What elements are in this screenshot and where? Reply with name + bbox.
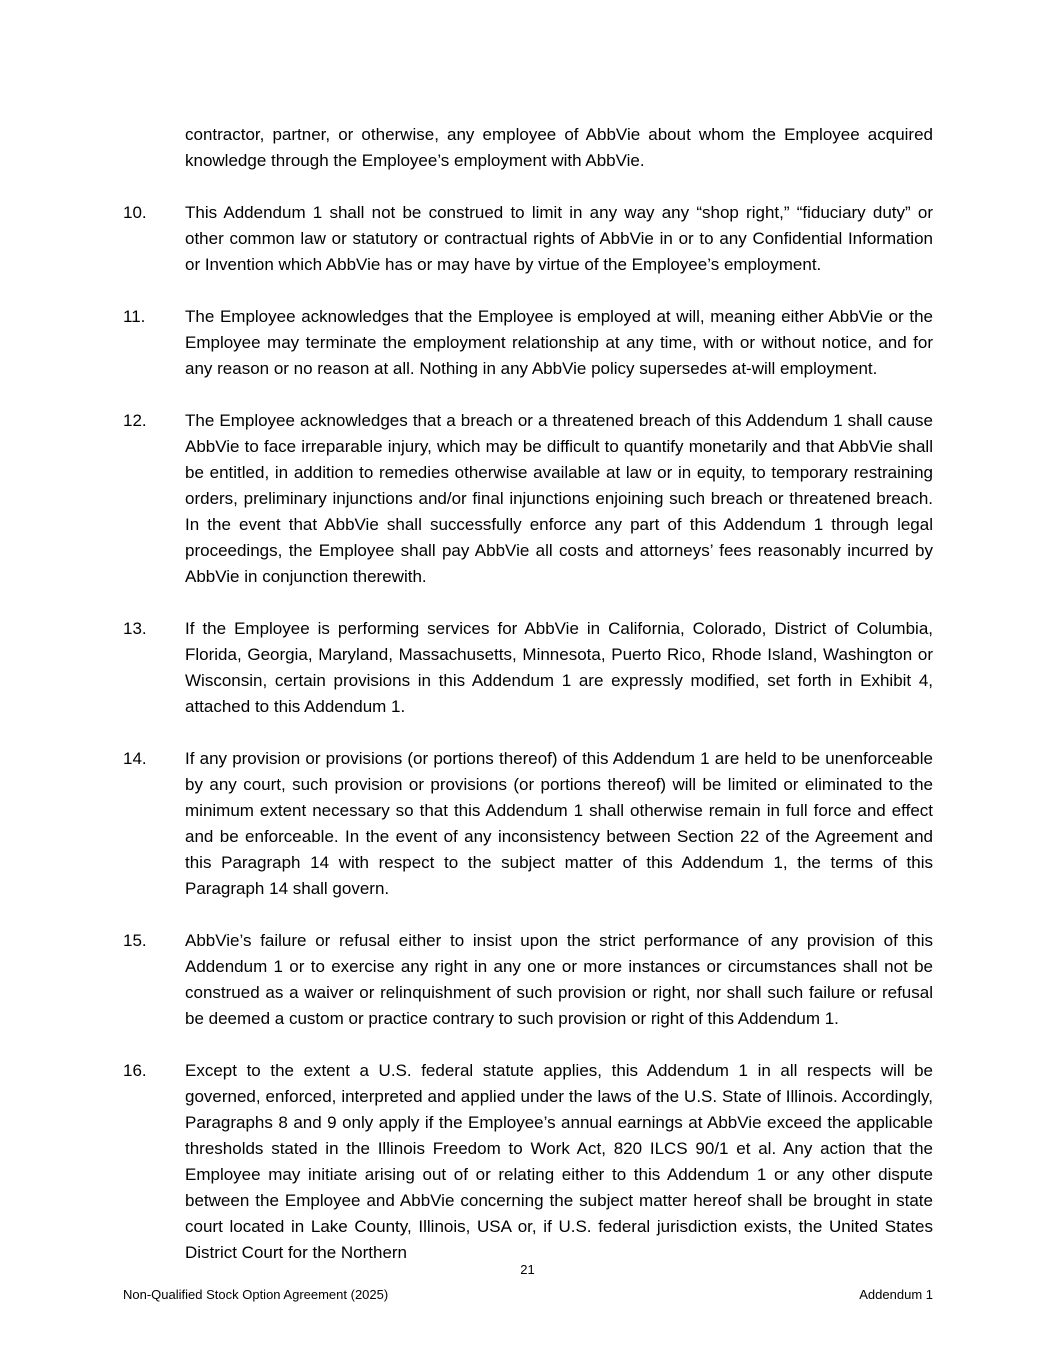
numbered-paragraph-10 <box>123 200 933 278</box>
paragraph-text: Except to the extent a U.S. federal statute applies, this Addendum 1 in all respects will be governed, enforced, interpreted and applied under the laws of the U.S. State of Illinois. Accordingly, Paragraphs 8 and 9 only apply if the Employee’s annual earnings at AbbVie exceed the applicable thresholds stated in the Illinois Freedom to Work Act, 820 ILCS 90/1 et al. Any action that the Employee may initiate arising out of or relating either to this Addendum 1 or any other dispute between the Employee and AbbVie concerning the subject matter hereof shall be brought in state court located in Lake County, Illinois, USA or, if U.S. federal jurisdiction exists, the United States District Court for the Northern <box>185 1061 933 1262</box>
paragraph-text: The Employee acknowledges that the Employee is employed at will, meaning either AbbVie or the Employee may terminate the employment relationship at any time, with or without notice, and for any reason or no reason at all. Nothing in any AbbVie policy supersedes at-will employment. <box>185 307 933 378</box>
paragraph-text: If any provision or provisions (or portions thereof) of this Addendum 1 are held to be unenforceable by any court, such provision or provisions (or portions thereof) will be limited or eliminated to the minimum extent necessary so that this Addendum 1 shall otherwise remain in full force and effect and be enforceable. In the event of any inconsistency between Section 22 of the Agreement and this Paragraph 14 with respect to the subject matter of this Addendum 1, the terms of this Paragraph 14 shall govern. <box>185 749 933 898</box>
paragraph-number: 16. <box>123 1061 147 1080</box>
footer-addendum-label: Addendum 1 <box>859 1287 933 1302</box>
paragraph-number: 11. <box>123 307 146 326</box>
paragraph-continuation: contractor, partner, or otherwise, any employee of AbbVie about whom the Employee acquired knowledge through the Employee’s employment with AbbVie. <box>185 125 933 170</box>
paragraph-text: If the Employee is performing services for AbbVie in California, Colorado, District of Columbia, Florida, Georgia, Maryland, Massachusetts, Minnesota, Puerto Rico, Rhode Island, Washington or Wisconsin, certain provisions in this Addendum 1 are expressly modified, set forth in Exhibit 4, attached to this Addendum 1. <box>185 619 933 716</box>
numbered-paragraph-11 <box>123 304 933 382</box>
paragraph-text: AbbVie’s failure or refusal either to insist upon the strict performance of any provision of this Addendum 1 or to exercise any right in any one or more instances or circumstances shall not be construed as a waiver or relinquishment of such provision or right, nor shall such failure or refusal be deemed a custom or practice contrary to such provision or right of this Addendum 1. <box>185 931 933 1028</box>
numbered-paragraph-12 <box>123 408 933 590</box>
paragraph-number: 15. <box>123 931 147 950</box>
paragraph-number: 12. <box>123 411 147 430</box>
numbered-paragraph-16 <box>123 1058 933 1266</box>
footer-document-title: Non-Qualified Stock Option Agreement (2025) <box>123 1287 389 1302</box>
paragraph-number: 14. <box>123 749 147 768</box>
numbered-paragraph-13 <box>123 616 933 720</box>
numbered-paragraph-15 <box>123 928 933 1032</box>
document-body <box>123 122 933 1266</box>
numbered-paragraph-14 <box>123 746 933 902</box>
paragraph-text: This Addendum 1 shall not be construed to limit in any way any “shop right,” “fiduciary duty” or other common law or statutory or contractual rights of AbbVie in or to any Confidential Information or Invention which AbbVie has or may have by virtue of the Employee’s employment. <box>185 203 933 274</box>
paragraph-number: 10. <box>123 203 147 222</box>
page-number: 21 <box>520 1262 535 1277</box>
paragraph-text: The Employee acknowledges that a breach or a threatened breach of this Addendum 1 shall cause AbbVie to face irreparable injury, which may be difficult to quantify monetarily and that AbbVie shall be entitled, in addition to remedies otherwise available at law or in equity, to temporary restraining orders, preliminary injunctions and/or final injunctions enjoining such breach or threatened breach. In the event that AbbVie shall successfully enforce any part of this Addendum 1 through legal proceedings, the Employee shall pay AbbVie all costs and attorneys’ fees reasonably incurred by AbbVie in conjunction therewith. <box>185 411 933 586</box>
paragraph-number: 13. <box>123 619 147 638</box>
